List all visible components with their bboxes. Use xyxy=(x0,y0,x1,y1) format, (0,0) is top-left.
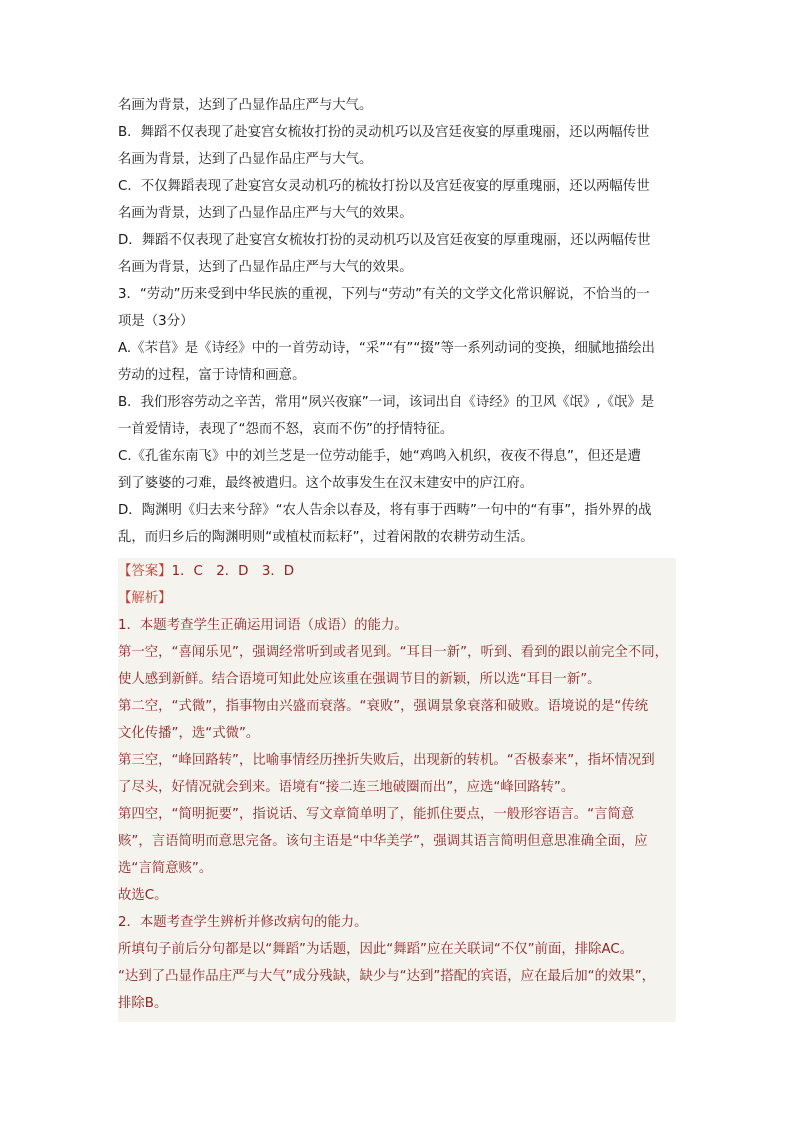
answer-block xyxy=(118,558,676,1022)
answer-values: 1．C 2．D 3．D xyxy=(171,564,295,579)
analysis-line: 1．本题考查学生正确运用词语（成语）的能力。 xyxy=(118,618,408,633)
analysis-label: 【解析】 xyxy=(118,591,172,606)
text-line: 乱，而归乡后的陶渊明则“或植杖而耘耔”，过着闲散的农耕劳动生活。 xyxy=(118,530,534,545)
question-block xyxy=(118,92,678,551)
analysis-line: 故选C。 xyxy=(118,888,168,903)
answer-label: 【答案】 xyxy=(118,564,172,579)
text-line: C．不仅舞蹈表现了赴宴宫女灵动机巧的梳妆打扮以及宫廷夜宴的厚重瑰丽，还以两幅传世 xyxy=(118,179,650,194)
text-line: 3．“劳动”历来受到中华民族的重视，下列与“劳动”有关的文学文化常识解说，不恰当的一 xyxy=(118,287,650,302)
text-line: 劳动的过程，富于诗情和画意。 xyxy=(118,368,306,383)
text-line: 到了婆婆的刁难，最终被遣归。这个故事发生在汉末建安中的庐江府。 xyxy=(118,476,534,491)
analysis-line: 2．本题考查学生辨析并修改病句的能力。 xyxy=(118,915,368,930)
analysis-line: 第四空，“简明扼要”，指说话、写文章简单明了，能抓住要点，一般形容语言。“言简意 xyxy=(118,807,635,822)
text-line: 名画为背景，达到了凸显作品庄严与大气的效果。 xyxy=(118,260,413,275)
text-line: A.《芣苢》是《诗经》中的一首劳动诗，“采”“有”“掇”等一系列动词的变换，细腻地描绘出 xyxy=(118,341,655,356)
text-line: B．我们形容劳动之辛苦，常用“夙兴夜寐”一词，该词出自《诗经》的卫风《氓》,《氓》是 xyxy=(118,395,655,410)
analysis-line: 了尽头，好情况就会到来。语境有“接二连三地破圈而出”，应选“峰回路转”。 xyxy=(118,780,575,795)
text-line: B．舞蹈不仅表现了赴宴宫女梳妆打扮的灵动机巧以及宫廷夜宴的厚重瑰丽，还以两幅传世 xyxy=(118,125,650,140)
text-line: C.《孔雀东南飞》中的刘兰芝是一位劳动能手，她“鸡鸣入机织，夜夜不得息”，但还是遭 xyxy=(118,449,641,464)
text-line: 项是（3分） xyxy=(118,314,194,329)
analysis-line: 排除B。 xyxy=(118,996,168,1011)
analysis-line: 选“言简意赅”。 xyxy=(118,861,213,876)
answer-line xyxy=(118,558,676,585)
text-line: D．舞蹈不仅表现了赴宴宫女梳妆打扮的灵动机巧以及宫廷夜宴的厚重瑰丽，还以两幅传世 xyxy=(118,233,651,248)
analysis-line: 所填句子前后分句都是以“舞蹈”为话题，因此“舞蹈”应在关联词“不仅”前面，排除AC。 xyxy=(118,942,634,957)
text-line: 名画为背景，达到了凸显作品庄严与大气。 xyxy=(118,98,373,113)
analysis-heading xyxy=(118,585,676,612)
analysis-line: 第三空，“峰回路转”，比喻事情经历挫折失败后，出现新的转机。“否极泰来”，指坏情况到 xyxy=(118,753,655,768)
text-line: 名画为背景，达到了凸显作品庄严与大气。 xyxy=(118,152,373,167)
analysis-line: 第二空，“式微”，指事物由兴盛而衰落。“衰败”，强调景象衰落和破败。语境说的是“传统 xyxy=(118,699,649,714)
text-line: D．陶渊明《归去来兮辞》“农人告余以春及，将有事于西畴”一句中的“有事”，指外界的战 xyxy=(118,503,652,518)
analysis-line: 第一空，“喜闻乐见”，强调经常听到或者见到。“耳目一新”，听到、看到的跟以前完全不同， xyxy=(118,645,668,660)
text-line: 一首爱情诗，表现了“怨而不怒，哀而不伤”的抒情特征。 xyxy=(118,422,454,437)
analysis-line: 赅”，言语简明而意思完备。该句主语是“中华美学”，强调其语言简明但意思准确全面，应 xyxy=(118,834,648,849)
analysis-line: “达到了凸显作品庄严与大气”成分残缺，缺少与“达到”搭配的宾语，应在最后加“的效果”， xyxy=(118,969,656,984)
analysis-line: 文化传播”，选“式微”。 xyxy=(118,726,260,741)
analysis-line: 使人感到新鲜。结合语境可知此处应该重在强调节目的新颖，所以选“耳目一新”。 xyxy=(118,672,601,687)
text-line: 名画为背景，达到了凸显作品庄严与大气的效果。 xyxy=(118,206,413,221)
